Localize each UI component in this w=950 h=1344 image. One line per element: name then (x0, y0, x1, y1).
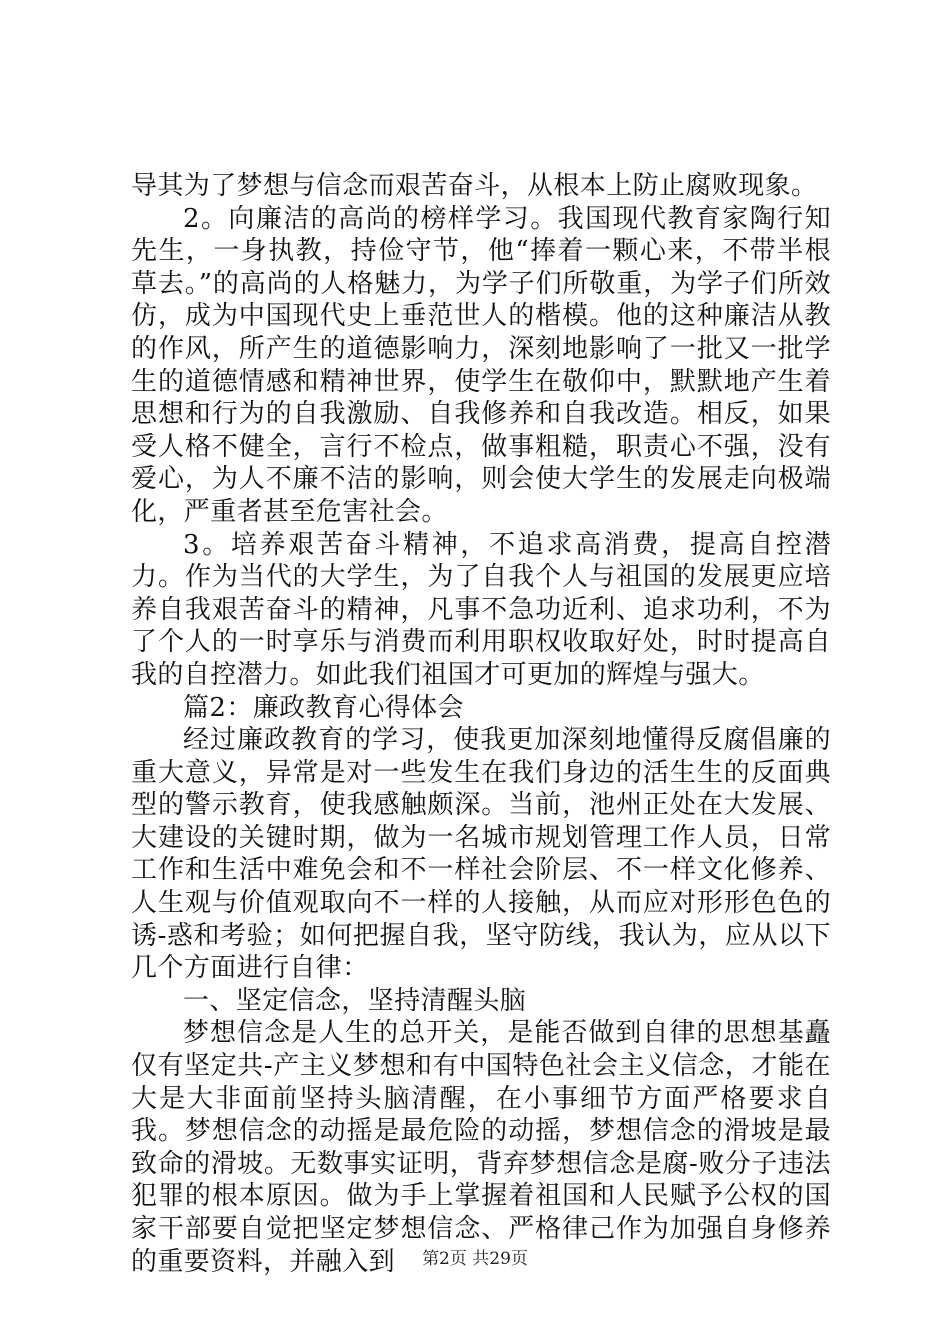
page-number-footer: 第2页 共29页 (422, 1249, 528, 1269)
paragraph-item-2: 2。向廉洁的高尚的榜样学习。我国现代教育家陶行知先生，一身执教，持俭守节，他“捧着一颗心来，不带半根草去。”的高尚的人格魅力，为学子们所敬重，为学子们所效仿，成为中国现代史上垂范世人的楷模。他的这种廉洁从教的作风，所产生的道德影响力，深刻地影响了一批又一批学生的道德情感和精神世界，使学生在敬仰中，默默地产生着思想和行为的自我激励、自我修养和自我改造。相反，如果受人格不健全，言行不检点，做事粗糙，职责心不强，没有爱心，为人不廉不洁的影响，则会使大学生的发展走向极端化，严重者甚至危害社会。 (131, 203, 831, 527)
paragraph-item-3: 3。培养艰苦奋斗精神，不追求高消费，提高自控潜力。作为当代的大学生，为了自我个人与祖国的发展更应培养自我艰苦奋斗的精神，凡事不急功近利、追求功利，不为了个人的一时享乐与消费而利用职权收取好处，时时提高自我的自控潜力。如此我们祖国才可更加的辉煌与强大。 (131, 529, 831, 690)
subsection-heading: 一、坚定信念，坚持清醒头脑 (183, 985, 527, 1016)
paragraph-belief: 梦想信念是人生的总开关，是能否做到自律的思想基矗仅有坚定共-产主义梦想和有中国特色社会主义信念，才能在大是大非面前坚持头脑清醒，在小事细节方面严格要求自我。梦想信念的动摇是最危险的动摇，梦想信念的滑坡是最致命的滑坡。无数事实证明，背弃梦想信念是腐-败分子违法犯罪的根本原因。做为手上掌握着祖国和人民赋予公权的国家干部要自觉把坚定梦想信念、严格律己作为加强自身修养的重要资料，并融入到 (131, 1018, 831, 1277)
paragraph-continuation: 导其为了梦想与信念而艰苦奋斗，从根本上防止腐败现象。 (131, 171, 818, 201)
document-body (131, 170, 831, 1278)
section-heading: 篇2：廉政教育心得体会 (183, 692, 464, 723)
paragraph-intro: 经过廉政教育的学习，使我更加深刻地懂得反腐倡廉的重大意义，异常是对一些发生在我们身边的活生生的反面典型的警示教育，使我感触颇深。当前，池州正处在大发展、大建设的关键时期，做为一名城市规划管理工作人员，日常工作和生活中难免会和不一样社会阶层、不一样文化修养、人生观与价值观取向不一样的人接触，从而应对形形色色的诱-惑和考验；如何把握自我，坚守防线，我认为，应从以下几个方面进行自律： (131, 725, 831, 984)
